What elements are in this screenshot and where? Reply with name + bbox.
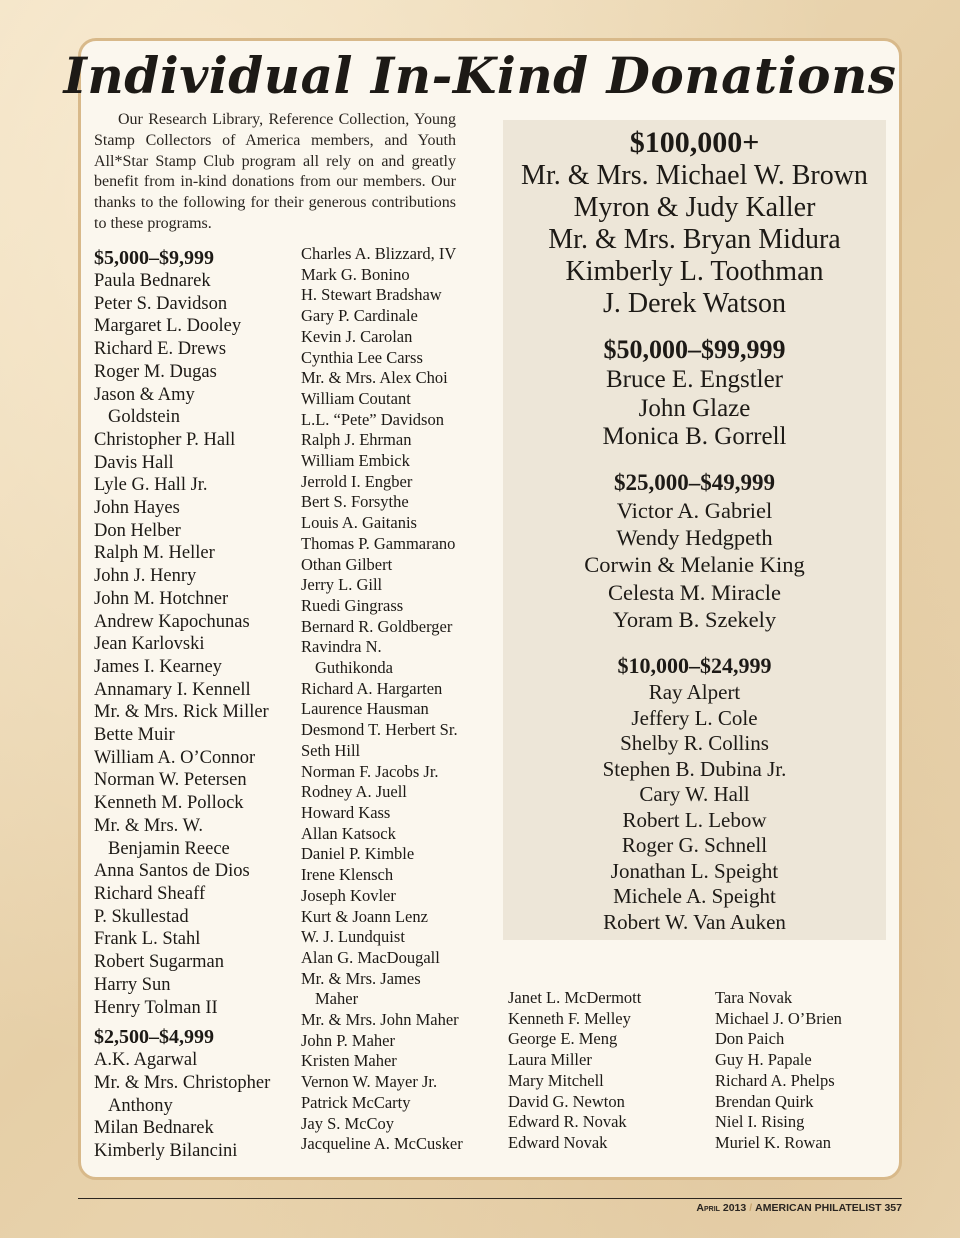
donor-name: Ruedi Gingrass bbox=[301, 595, 404, 615]
donor-name: Milan Bednarek bbox=[94, 1118, 214, 1139]
featured-group-10000 bbox=[503, 652, 886, 935]
footer-page-number: 357 bbox=[884, 1202, 902, 1214]
donor-name: Davis Hall bbox=[94, 452, 174, 473]
donor-name: Kimberly Bilancini bbox=[94, 1141, 238, 1162]
donor-name: Jay S. McCoy bbox=[301, 1113, 395, 1133]
donor-name: Laura Miller bbox=[508, 1050, 592, 1070]
donor-name: Mr. & Mrs. Christopher bbox=[94, 1072, 271, 1093]
featured-donors-box bbox=[503, 120, 886, 940]
featured-donor-name: Wendy Hedgpeth bbox=[616, 525, 773, 551]
tier-heading-2500: $2,500–$4,999 bbox=[94, 1026, 214, 1049]
donor-name: Jerrold I. Engber bbox=[301, 471, 413, 491]
donor-name: Mary Mitchell bbox=[508, 1070, 604, 1090]
featured-donor-name: Ray Alpert bbox=[648, 680, 741, 704]
donor-name: Vernon W. Mayer Jr. bbox=[301, 1072, 438, 1092]
donor-name: Peter S. Davidson bbox=[94, 293, 228, 314]
donor-name: Irene Klensch bbox=[301, 865, 394, 885]
donor-name: H. Stewart Bradshaw bbox=[301, 285, 442, 305]
donor-name: Charles A. Blizzard, IV bbox=[301, 244, 457, 263]
featured-donor-name: Mr. & Mrs. Michael W. Brown bbox=[521, 160, 868, 191]
footer-separator: / bbox=[749, 1202, 753, 1214]
footer-year: 2013 bbox=[722, 1202, 747, 1214]
featured-group-50000 bbox=[503, 334, 886, 452]
donor-name: Bernard R. Goldberger bbox=[301, 616, 453, 636]
donor-name: Thomas P. Gammarano bbox=[301, 533, 456, 553]
featured-group-25000 bbox=[503, 468, 886, 633]
donor-name: Joseph Kovler bbox=[301, 885, 396, 905]
donor-name: George E. Meng bbox=[508, 1029, 618, 1049]
donor-name: Robert Sugarman bbox=[94, 952, 224, 973]
featured-donor-name: Mr. & Mrs. Bryan Midura bbox=[548, 224, 841, 255]
featured-donor-name: Robert W. Van Auken bbox=[603, 909, 786, 934]
donor-name: W. J. Lundquist bbox=[301, 927, 405, 947]
donor-name: David G. Newton bbox=[508, 1091, 625, 1111]
donor-name: Richard A. Phelps bbox=[715, 1070, 835, 1090]
tier-5000-list bbox=[94, 270, 289, 1019]
donor-name: Jerry L. Gill bbox=[301, 575, 383, 595]
donor-name: Allan Katsock bbox=[301, 823, 396, 843]
donor-name: Jacqueline A. McCusker bbox=[301, 1134, 463, 1154]
donor-name: Kevin J. Carolan bbox=[301, 326, 413, 346]
featured-tier-heading: $50,000–$99,999 bbox=[603, 335, 786, 364]
donor-name: Laurence Hausman bbox=[301, 699, 429, 719]
donor-name: Alan G. MacDougall bbox=[301, 947, 440, 967]
donor-name: Norman F. Jacobs Jr. bbox=[301, 761, 439, 781]
donor-name: Ravindra N. bbox=[301, 637, 382, 657]
featured-donor-name: Celesta M. Miracle bbox=[607, 579, 782, 605]
donor-name: Anthony bbox=[108, 1095, 173, 1116]
donor-name: Brendan Quirk bbox=[715, 1091, 814, 1111]
donor-name: Desmond T. Herbert Sr. bbox=[301, 720, 458, 740]
featured-donor-name: Stephen B. Dubina Jr. bbox=[602, 756, 787, 781]
donor-name: Guthikonda bbox=[315, 658, 393, 678]
donor-name: Richard Sheaff bbox=[94, 883, 206, 904]
donor-name: P. Skullestad bbox=[94, 906, 189, 927]
donor-name: Mr. & Mrs. James bbox=[301, 968, 421, 988]
footer-rule bbox=[78, 1198, 902, 1199]
donor-column-1 bbox=[94, 244, 289, 1163]
donor-name: Don Helber bbox=[94, 520, 181, 541]
donor-name: Annamary I. Kennell bbox=[94, 679, 251, 700]
donor-column-3 bbox=[508, 988, 708, 1154]
donor-name: Ralph M. Heller bbox=[94, 543, 215, 564]
donor-name: Benjamin Reece bbox=[108, 838, 230, 859]
donor-name: Andrew Kapochunas bbox=[94, 611, 250, 632]
donor-name: Harry Sun bbox=[94, 974, 171, 995]
donor-name: Roger M. Dugas bbox=[94, 361, 217, 382]
donor-name: Paula Bednarek bbox=[94, 271, 211, 291]
donor-name: Ralph J. Ehrman bbox=[301, 430, 412, 450]
donor-name: Patrick McCarty bbox=[301, 1092, 411, 1112]
donor-name: A.K. Agarwal bbox=[94, 1050, 198, 1071]
featured-tier-heading: $100,000+ bbox=[629, 126, 760, 159]
featured-group-100000 bbox=[503, 126, 886, 320]
featured-donor-name: Jeffery L. Cole bbox=[631, 705, 758, 730]
donor-name: John J. Henry bbox=[94, 566, 197, 587]
donor-name: Janet L. McDermott bbox=[508, 988, 642, 1007]
featured-donor-name: Victor A. Gabriel bbox=[616, 498, 773, 523]
donor-name: Kurt & Joann Lenz bbox=[301, 906, 428, 926]
donor-name: Mr. & Mrs. Rick Miller bbox=[94, 702, 269, 723]
donor-name: William Embick bbox=[301, 451, 410, 471]
donor-name: William A. O’Connor bbox=[94, 747, 256, 768]
donor-name: Anna Santos de Dios bbox=[94, 861, 250, 882]
donor-name: Margaret L. Dooley bbox=[94, 316, 242, 337]
featured-donor-name: Robert L. Lebow bbox=[622, 807, 767, 832]
featured-donor-name: Jonathan L. Speight bbox=[610, 858, 779, 883]
featured-donor-name: Yoram B. Szekely bbox=[612, 606, 777, 632]
donor-name: Rodney A. Juell bbox=[301, 782, 407, 802]
donor-name: Frank L. Stahl bbox=[94, 929, 201, 950]
donor-name: William Coutant bbox=[301, 388, 411, 408]
featured-donor-name: Corwin & Melanie King bbox=[584, 552, 805, 578]
donor-name: Jean Karlovski bbox=[94, 634, 205, 655]
donor-name: Mark G. Bonino bbox=[301, 264, 410, 284]
donor-name: Seth Hill bbox=[301, 740, 361, 760]
donor-name: Daniel P. Kimble bbox=[301, 844, 415, 864]
donor-name: Norman W. Petersen bbox=[94, 770, 247, 791]
donor-name: Guy H. Papale bbox=[715, 1050, 812, 1070]
tier-2500-list-col1 bbox=[94, 1049, 289, 1163]
featured-donor-name: J. Derek Watson bbox=[602, 288, 787, 319]
featured-donor-name: Cary W. Hall bbox=[639, 782, 750, 806]
page-title: Individual In-Kind Donations bbox=[63, 46, 897, 105]
donor-name: Mr. & Mrs. John Maher bbox=[301, 1010, 459, 1030]
donor-name: Jason & Amy bbox=[94, 384, 195, 405]
donor-name: L.L. “Pete” Davidson bbox=[301, 409, 444, 429]
donor-name: Mr. & Mrs. W. bbox=[94, 815, 203, 836]
featured-donor-name: Bruce E. Engstler bbox=[605, 366, 784, 393]
donor-name: James I. Kearney bbox=[94, 656, 222, 677]
donor-name: Othan Gilbert bbox=[301, 554, 393, 574]
donor-name: Bert S. Forsythe bbox=[301, 492, 409, 512]
featured-donor-name: Kimberly L. Toothman bbox=[565, 256, 824, 287]
donor-name: Kristen Maher bbox=[301, 1051, 397, 1071]
featured-donor-name: Michele A. Speight bbox=[613, 884, 776, 908]
featured-tier-heading: $10,000–$24,999 bbox=[617, 653, 772, 678]
donor-name: Edward Novak bbox=[508, 1132, 608, 1152]
donor-name: John P. Maher bbox=[301, 1030, 395, 1050]
intro-paragraph: Our Research Library, Reference Collection, Young Stamp Collectors of America members, and Youth All*Star Stamp Club program all rely on and greatly benefit from in-kind donations from our members. Our thanks to the following for their generous contributions to these programs. bbox=[94, 111, 456, 232]
donor-name: Maher bbox=[315, 989, 359, 1009]
donor-name: Tara Novak bbox=[715, 988, 793, 1007]
donor-name: Muriel K. Rowan bbox=[715, 1132, 831, 1152]
featured-donor-name: John Glaze bbox=[638, 394, 751, 422]
footer-month: April bbox=[696, 1202, 720, 1214]
featured-donor-name: Roger G. Schnell bbox=[621, 833, 768, 857]
donor-name: Lyle G. Hall Jr. bbox=[94, 475, 208, 496]
donor-name: Kenneth M. Pollock bbox=[94, 793, 244, 814]
donor-name: Kenneth F. Melley bbox=[508, 1008, 631, 1028]
donor-name: Mr. & Mrs. Alex Choi bbox=[301, 368, 448, 388]
donor-name: Edward R. Novak bbox=[508, 1112, 627, 1132]
donor-name: Goldstein bbox=[108, 407, 180, 428]
donor-name: Howard Kass bbox=[301, 802, 391, 822]
donor-column-2 bbox=[301, 244, 501, 1155]
featured-tier-heading: $25,000–$49,999 bbox=[614, 470, 775, 495]
donor-name: Cynthia Lee Carss bbox=[301, 347, 423, 367]
donor-name: John M. Hotchner bbox=[94, 588, 229, 609]
footer-publication: AMERICAN PHILATELIST bbox=[755, 1202, 882, 1214]
donor-name: Gary P. Cardinale bbox=[301, 306, 418, 326]
donor-name: Richard E. Drews bbox=[94, 339, 227, 360]
donor-name: Louis A. Gaitanis bbox=[301, 513, 417, 533]
featured-donor-name: Shelby R. Collins bbox=[620, 731, 769, 755]
donor-name: Bette Muir bbox=[94, 725, 175, 746]
featured-donor-name: Monica B. Gorrell bbox=[602, 423, 787, 450]
donor-column-4 bbox=[715, 988, 895, 1154]
donor-name: John Hayes bbox=[94, 498, 180, 519]
donor-name: Henry Tolman II bbox=[94, 997, 218, 1018]
page-footer bbox=[696, 1202, 902, 1214]
featured-donor-name: Myron & Judy Kaller bbox=[573, 192, 816, 223]
tier-heading-5000: $5,000–$9,999 bbox=[94, 247, 214, 269]
donor-name: Niel I. Rising bbox=[715, 1112, 805, 1132]
donor-name: Don Paich bbox=[715, 1029, 785, 1049]
donor-name: Michael J. O’Brien bbox=[715, 1008, 842, 1028]
donor-name: Christopher P. Hall bbox=[94, 429, 236, 450]
donor-name: Richard A. Hargarten bbox=[301, 678, 443, 698]
